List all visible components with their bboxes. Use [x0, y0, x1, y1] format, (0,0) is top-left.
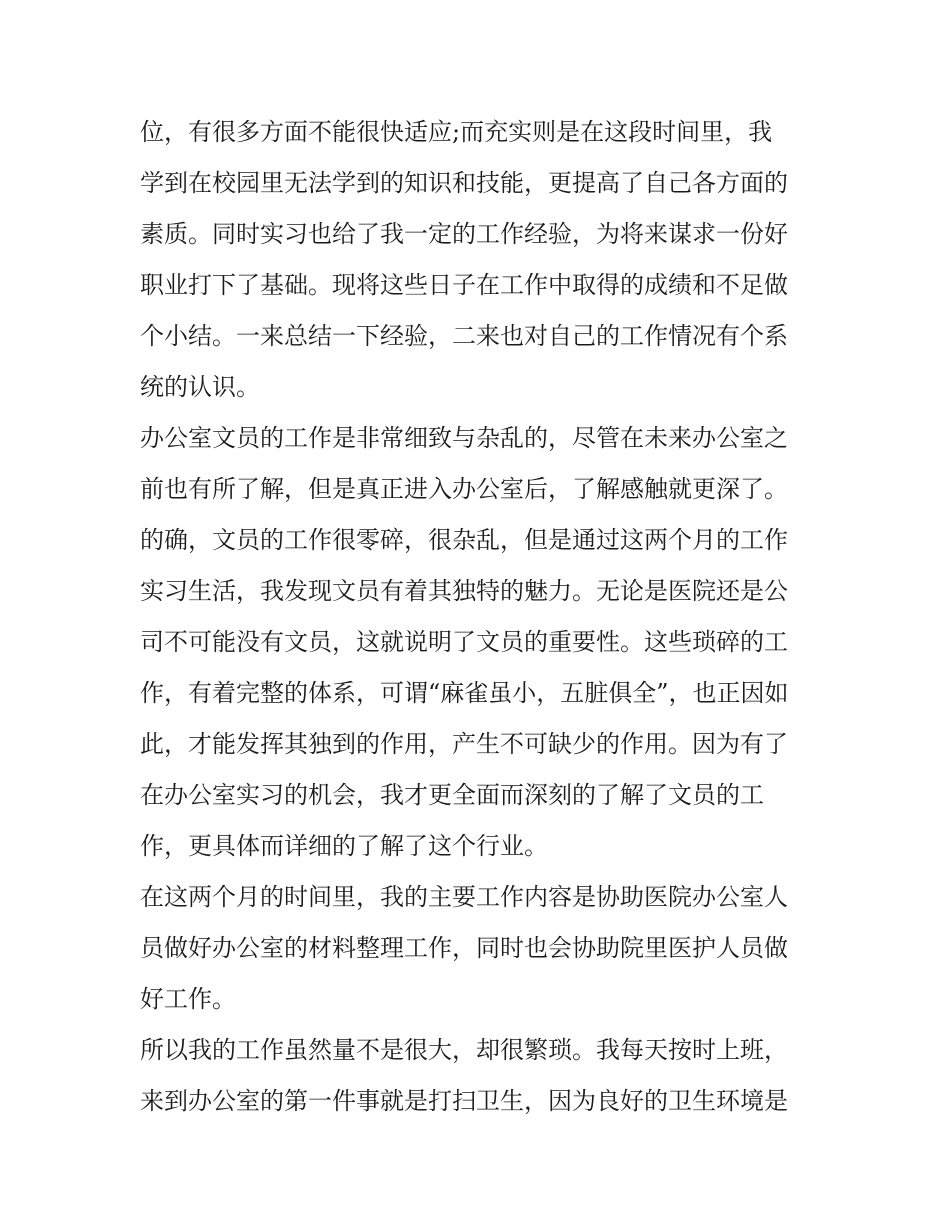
text-line: 的确，文员的工作很零碎，很杂乱，但是通过这两个月的工作	[140, 526, 788, 554]
paragraph-2	[140, 413, 820, 872]
text-line: 位，有很多方面不能很快适应;而充实则是在这段时间里，我	[140, 118, 773, 146]
text-line: 素质。同时实习也给了我一定的工作经验，为将来谋求一份好	[140, 220, 788, 248]
paragraph-4	[140, 1025, 820, 1127]
text-line: 在办公室实习的机会，我才更全面而深刻的了解了文员的工	[140, 781, 764, 809]
text-line: 实习生活，我发现文员有着其独特的魅力。无论是医院还是公	[140, 577, 788, 605]
text-line: 所以我的工作虽然量不是很大，却很繁琐。我每天按时上班，	[140, 1036, 788, 1064]
paragraph-3	[140, 872, 820, 1025]
text-line: 员做好办公室的材料整理工作，同时也会协助院里医护人员做	[140, 934, 788, 962]
document-body	[140, 107, 820, 1127]
text-line: 此，才能发挥其独到的作用，产生不可缺少的作用。因为有了	[140, 730, 788, 758]
text-line: 来到办公室的第一件事就是打扫卫生，因为良好的卫生环境是	[140, 1087, 788, 1115]
text-line: 好工作。	[140, 985, 236, 1013]
text-line: 办公室文员的工作是非常细致与杂乱的，尽管在未来办公室之	[140, 424, 788, 452]
text-line: 个小结。一来总结一下经验，二来也对自己的工作情况有个系	[140, 322, 788, 350]
text-line: 职业打下了基础。现将这些日子在工作中取得的成绩和不足做	[140, 271, 788, 299]
paragraph-1	[140, 107, 820, 413]
text-line: 司不可能没有文员，这就说明了文员的重要性。这些琐碎的工	[140, 628, 788, 656]
text-line: 作，有着完整的体系，可谓“麻雀虽小，五脏俱全”，也正因如	[140, 679, 789, 707]
text-line: 统的认识。	[140, 373, 260, 401]
text-line: 前也有所了解，但是真正进入办公室后，了解感触就更深了。	[140, 475, 788, 503]
text-line: 学到在校园里无法学到的知识和技能，更提高了自己各方面的	[140, 169, 788, 197]
text-line: 作，更具体而详细的了解了这个行业。	[140, 832, 548, 860]
text-line: 在这两个月的时间里，我的主要工作内容是协助医院办公室人	[140, 883, 788, 911]
